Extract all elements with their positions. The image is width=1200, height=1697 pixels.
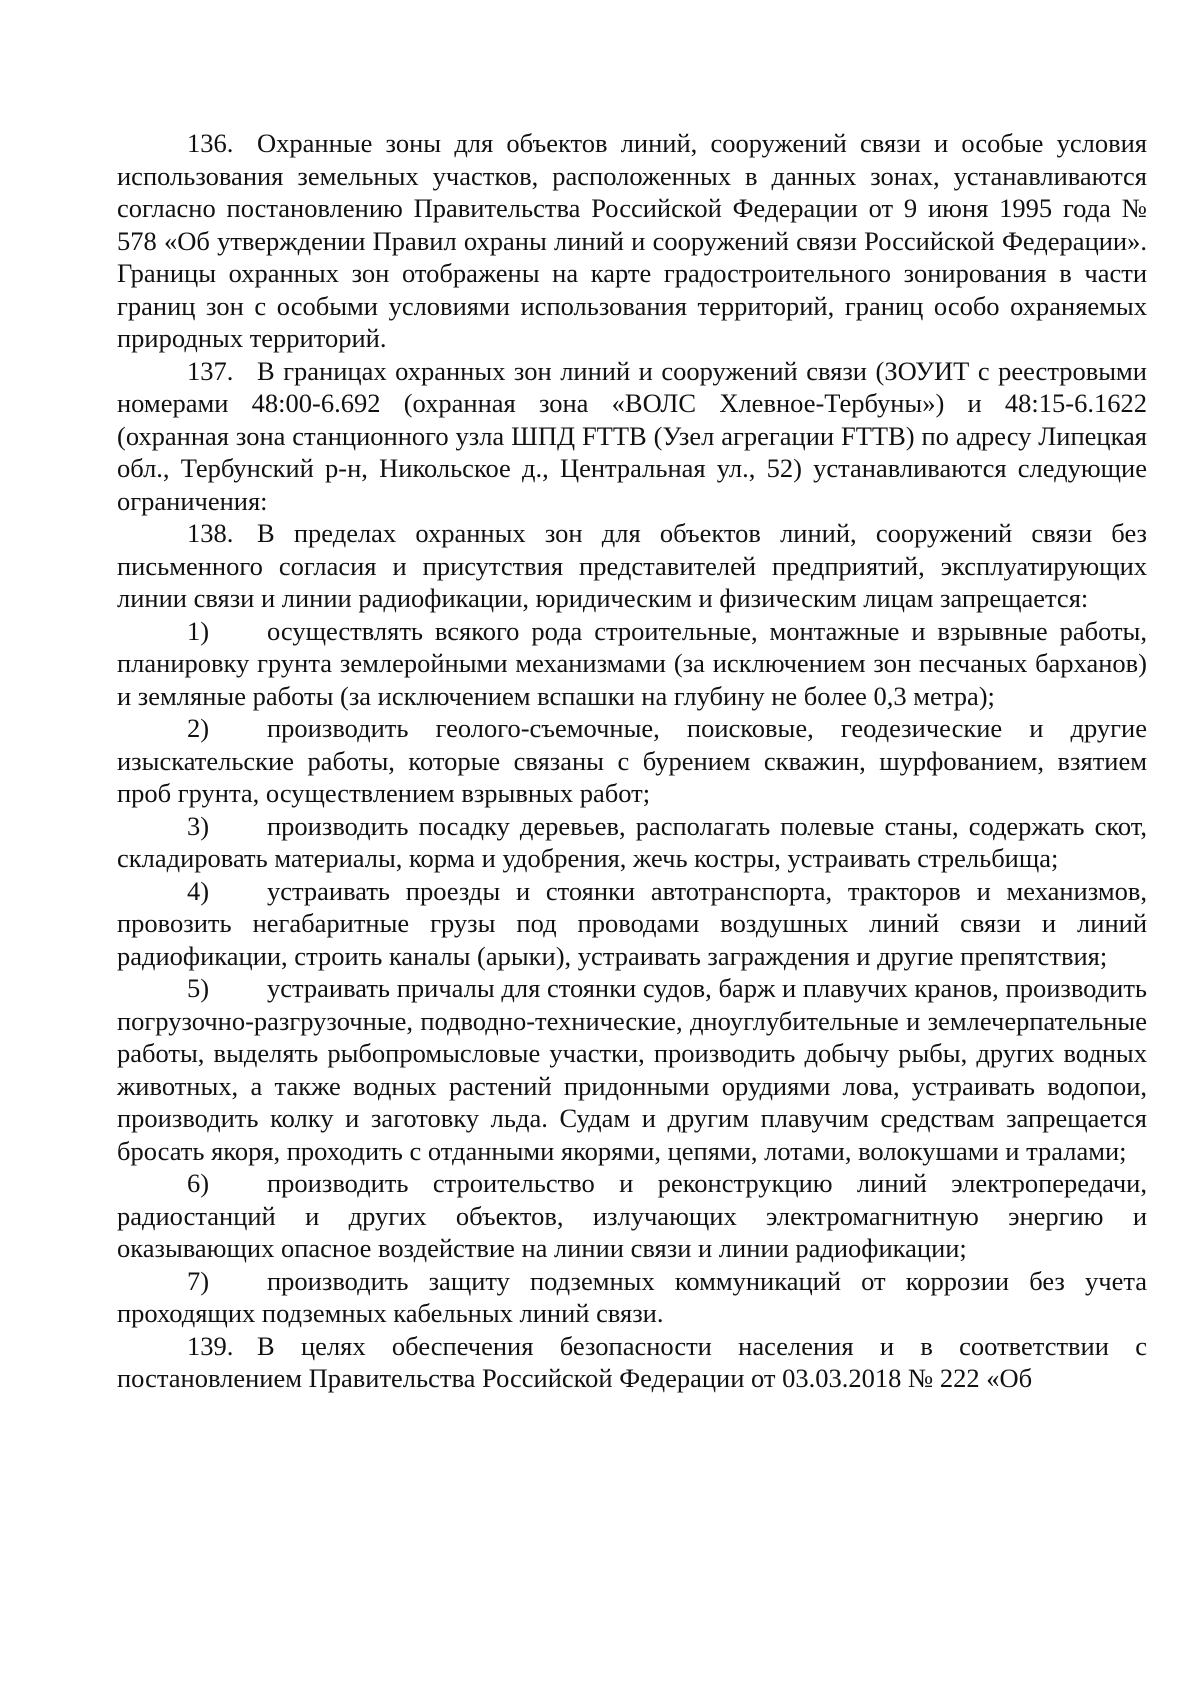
list-item-7 [117, 1265, 1147, 1330]
list-item-6 [117, 1167, 1147, 1265]
paragraph-text: В целях обеспечения безопасности населения и в соответствии с постановлением Правительства Российской Федерации от 03.03.2018 № 222 «Об [117, 1330, 1147, 1393]
list-item-number: 1) [187, 615, 210, 646]
paragraph-137 [117, 355, 1147, 518]
paragraph-136 [117, 127, 1147, 355]
list-item-number: 2) [187, 713, 210, 743]
paragraph-text: Охранные зоны для объектов линий, сооружений связи и особые условия использования земельных участков, расположенных в данных зонах, устанавливаются согласно постановлению Правительства Российской Федерации от 9 июня 1995 года № 578 «Об утверждении Правил охраны линий и сооружений связи Российской Федерации». Границы охранных зон отображены на карте градостроительного зонирования в части границ зон с особыми условиями использования территорий, границ особо охраняемых природных территорий. [117, 128, 1147, 353]
list-item-number: 7) [187, 1265, 210, 1296]
list-item-number: 4) [187, 875, 210, 906]
paragraph-139 [117, 1330, 1147, 1395]
list-item-text: производить строительство и реконструкцию линий электропередачи, радиостанций и других объектов, излучающих электромагнитную энергию и оказывающих опасное воздействие на линии связи и линии радиофикации; [117, 1168, 1147, 1263]
list-item-text: устраивать причалы для стоянки судов, барж и плавучих кранов, производить погрузочно-разгрузочные, подводно-технические, дноуглубительные и землечерпательные работы, выделять рыбопромысловые участки, производить добычу рыбы, других водных животных, а также водных растений придонными орудиями лова, устраивать водопои, производить колку и заготовку льда. Судам и другим плавучим средствам запрещается бросать якоря, проходить с отданными якорями, цепями, лотами, волокушами и тралами; [117, 973, 1147, 1166]
paragraph-138 [117, 517, 1147, 615]
list-item-5 [117, 972, 1147, 1167]
list-item-text: осуществлять всякого рода строительные, монтажные и взрывные работы, планировку грунта землеройными механизмами (за исключением зон песчаных барханов) и земляные работы (за исключением вспашки на глубину не более 0,3 метра); [117, 615, 1147, 711]
list-item-number: 5) [187, 973, 210, 1003]
list-item-text: устраивать проезды и стоянки автотранспорта, тракторов и механизмов, провозить негабаритные грузы под проводами воздушных линий связи и линий радиофикации, строить каналы (арыки), устраивать заграждения и другие препятствия; [117, 875, 1147, 971]
paragraph-number: 138. [187, 518, 234, 548]
list-item-text: производить защиту подземных коммуникаций от коррозии без учета проходящих подземных кабельных линий связи. [117, 1265, 1147, 1328]
paragraph-number: 137. [187, 355, 234, 386]
list-item-2 [117, 712, 1147, 810]
list-item-3 [117, 810, 1147, 875]
list-item-4 [117, 875, 1147, 973]
list-item-number: 3) [187, 810, 210, 841]
list-item-text: производить геолого-съемочные, поисковые, геодезические и другие изыскательские работы, которые связаны с бурением скважин, шурфованием, взятием проб грунта, осуществлением взрывных работ; [117, 713, 1147, 808]
paragraph-number: 139. [187, 1330, 234, 1361]
paragraph-text: В пределах охранных зон для объектов линий, сооружений связи без письменного согласия и присутствия представителей предприятий, эксплуатирующих линии связи и линии радиофикации, юридическим и физическим лицам запрещается: [117, 518, 1147, 613]
list-item-1 [117, 615, 1147, 713]
paragraph-number: 136. [187, 128, 234, 158]
list-item-number: 6) [187, 1168, 210, 1198]
list-item-text: производить посадку деревьев, располагать полевые станы, содержать скот, складировать материалы, корма и удобрения, жечь костры, устраивать стрельбища; [117, 810, 1147, 873]
paragraph-text: В границах охранных зон линий и сооружений связи (ЗОУИТ с реестровыми номерами 48:00-6.692 (охранная зона «ВОЛС Хлевное-Тербуны») и 48:15-6.1622 (охранная зона станционного узла ШПД FTTB (Узел агрегации FTTB) по адресу Липецкая обл., Тербунский р-н, Никольское д., Центральная ул., 52) устанавливаются следующие ограничения: [117, 355, 1147, 516]
